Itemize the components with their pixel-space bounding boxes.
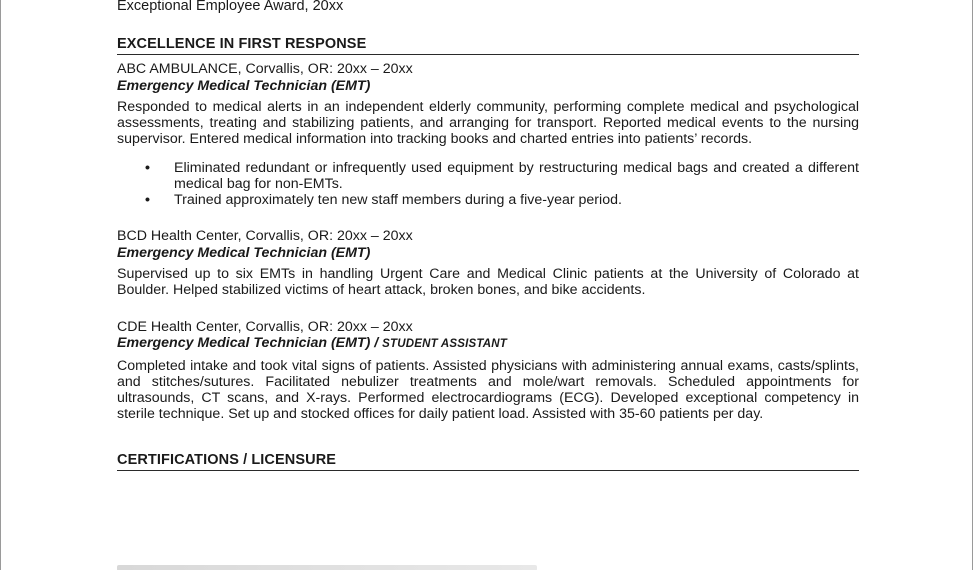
cut-off-text-line [117,565,537,570]
job-entry [117,61,859,208]
job-role: Emergency Medical Technician (EMT) [117,244,371,261]
job-employer: CDE Health Center, Corvallis, OR: 20xx – 20xx [117,318,413,335]
achievement-item [117,160,859,192]
job-entry [117,228,859,298]
section-title-experience: EXCELLENCE IN FIRST RESPONSE [117,36,859,55]
job-role-title: Emergency Medical Technician (EMT) / [117,335,383,352]
achievement-text: Eliminated redundant or infrequently used equipment by restructuring medical bags and created a different medical bag for non-EMTs. [174,159,859,192]
job-description: Responded to medical alerts in an independent elderly community, performing complete medical and psychological assessments, treating and stabilizing patients, and arranging for transport. Reported medical events to the nursing supervisor. Entered medical information into tracking books and charted entries into patients’ records. [117,99,859,148]
job-entry [117,319,859,423]
job-role-suffix: STUDENT ASSISTANT [382,338,507,351]
job-employer: ABC AMBULANCE, Corvallis, OR: 20xx – 20xx [117,61,413,77]
job-role: Emergency Medical Technician (EMT) [117,77,371,94]
section-title-certifications: CERTIFICATIONS / LICENSURE [117,452,859,471]
resume-content [117,0,859,471]
job-achievements [117,160,859,209]
job-role [117,335,859,353]
job-employer: BCD Health Center, Corvallis, OR: 20xx – 20xx [117,228,413,245]
job-description: Completed intake and took vital signs of patients. Assisted physicians with administering annual exams, casts/splints, and stitches/sutures. Facilitated nebulizer treatments and mole/wart removals. Scheduled appointments for ultrasounds, CT scans, and X-rays. Performed electrocardiograms (ECG). Developed exceptional competency in sterile technique. Set up and stocked offices for daily patient load. Assisted with 35-60 patients per day. [117,357,859,423]
job-description: Supervised up to six EMTs in handling Urgent Care and Medical Clinic patients at the University of Colorado at Boulder. Helped stabilized victims of heart attack, broken bones, and bike accidents. [117,266,859,299]
bullet-icon: • [145,159,150,176]
award-line: Exceptional Employee Award, 20xx [117,0,344,14]
achievement-text: Trained approximately ten new staff members during a five-year period. [174,192,622,209]
bullet-icon: • [145,192,150,209]
achievement-item [117,192,859,208]
